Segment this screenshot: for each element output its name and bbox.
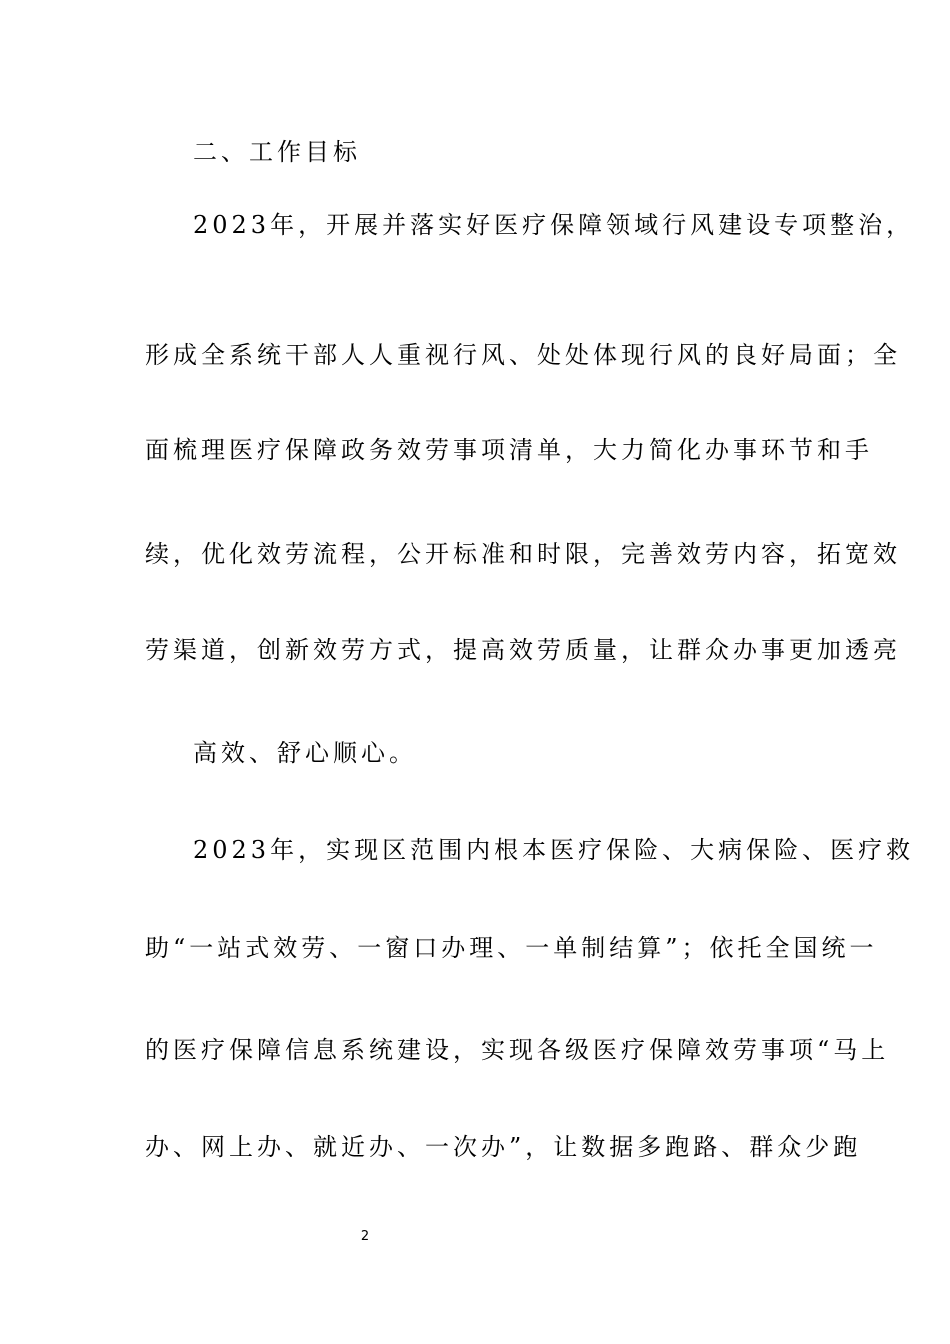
paragraph-line: 2023年，实现区范围内根本医疗保险、大病保险、医疗救 — [193, 836, 915, 864]
paragraph-line: 面梳理医疗保障政务效劳事项清单，大力简化办事环节和手 — [145, 436, 873, 464]
paragraph-line: 办、网上办、就近办、一次办”，让数据多跑路、群众少跑 — [145, 1133, 862, 1161]
section-heading: 二、工作目标 — [193, 138, 361, 166]
paragraph-line: 续，优化效劳流程，公开标准和时限，完善效劳内容，拓宽效 — [145, 540, 901, 568]
paragraph-line: 的医疗保障信息系统建设，实现各级医疗保障效劳事项“马上 — [145, 1036, 890, 1064]
page-number: 2 — [360, 1229, 370, 1244]
paragraph-line: 助“一站式效劳、一窗口办理、一单制结算”；依托全国统一 — [145, 934, 878, 962]
paragraph-line: 2023年，开展并落实好医疗保障领域行风建设专项整治， — [193, 211, 915, 239]
paragraph-line: 高效、舒心顺心。 — [193, 739, 417, 767]
paragraph-line: 形成全系统干部人人重视行风、处处体现行风的良好局面；全 — [145, 341, 901, 369]
paragraph-line: 劳渠道，创新效劳方式，提高效劳质量，让群众办事更加透亮 — [145, 636, 901, 664]
